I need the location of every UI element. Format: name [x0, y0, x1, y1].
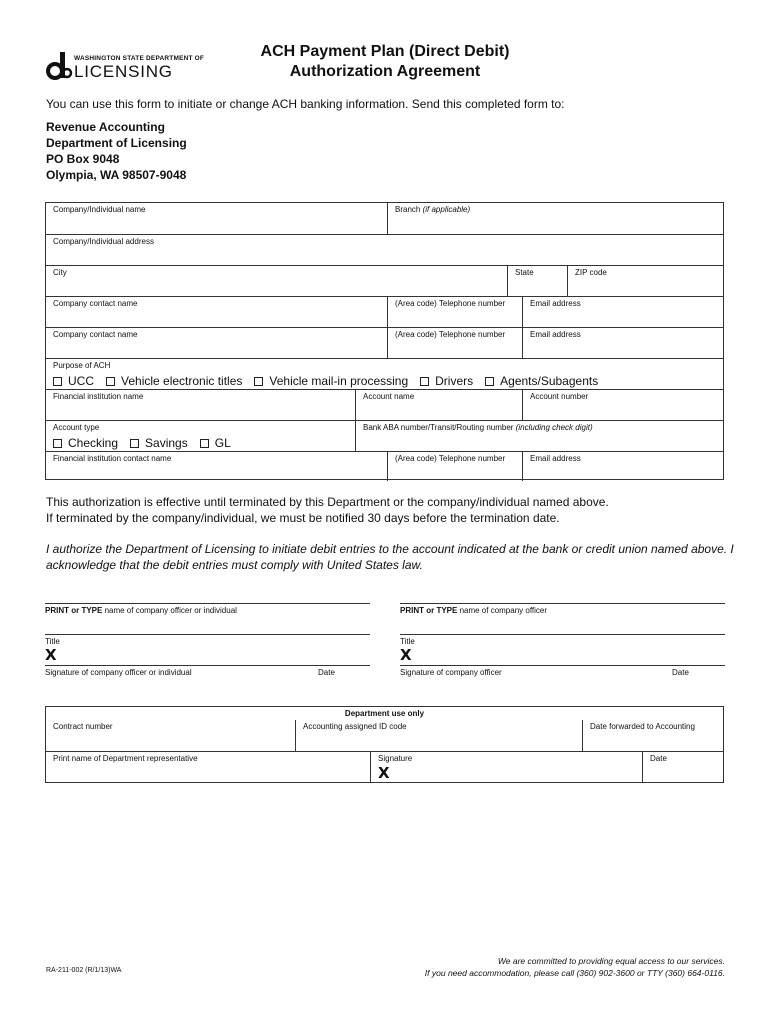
field-label: Signature [378, 754, 413, 763]
dept-rep-name-field[interactable] [46, 752, 370, 782]
telephone-field[interactable] [387, 452, 522, 481]
signature-line [45, 634, 370, 635]
contact-name-field[interactable] [46, 328, 387, 358]
address-line: PO Box 9048 [46, 152, 120, 166]
form-row [46, 234, 723, 265]
form-id: RA-211-002 (R/1/13)WA [46, 967, 122, 974]
field-label: Purpose of ACH [53, 361, 111, 370]
signature-right-label[interactable]: Signature of company officer [400, 668, 502, 677]
purpose-option-vehicle-mail-in[interactable] [254, 374, 408, 388]
field-label: City [53, 268, 67, 277]
field-label: Account type [53, 423, 100, 432]
signature-left-label[interactable]: Signature of company officer or individual [45, 668, 192, 677]
print-bold: PRINT or TYPE [400, 606, 458, 615]
checkbox[interactable] [200, 439, 209, 448]
field-label: (Area code) Telephone number [395, 330, 506, 339]
print-rest: name of company officer [457, 606, 548, 615]
option-label: Drivers [435, 374, 474, 388]
field-label: Email address [530, 330, 581, 339]
dept-signature-field[interactable] [370, 752, 642, 782]
department-use-heading: Department use only [344, 709, 425, 718]
fi-contact-field[interactable] [46, 452, 387, 481]
aba-note: (including check digit) [515, 423, 593, 432]
branch-note: (if applicable) [422, 205, 471, 214]
purpose-options [53, 374, 610, 388]
account-number-field[interactable] [522, 390, 725, 420]
x-mark: X [45, 646, 57, 664]
form-row [46, 265, 723, 296]
checkbox[interactable] [254, 377, 263, 386]
dept-date-field[interactable] [642, 752, 725, 782]
option-label: Vehicle electronic titles [121, 374, 243, 388]
telephone-field[interactable] [387, 328, 522, 358]
address-line: Department of Licensing [46, 136, 187, 150]
aba-label: Bank ABA number/Transit/Routing number [363, 423, 514, 432]
address-line: Revenue Accounting [46, 120, 165, 134]
field-label: Date [650, 754, 667, 763]
date-forwarded-field[interactable] [582, 720, 725, 751]
financial-institution-field[interactable] [46, 390, 355, 420]
option-label: UCC [68, 374, 94, 388]
account-type-options [53, 436, 243, 450]
dept-row [46, 751, 723, 782]
field-label: Print name of Department representative [53, 754, 198, 763]
branch-field[interactable] [387, 203, 725, 234]
telephone-field[interactable] [387, 297, 522, 327]
state-field[interactable] [507, 266, 567, 296]
field-label [395, 205, 470, 214]
purpose-option-agents[interactable] [485, 374, 598, 388]
option-label: GL [214, 436, 231, 450]
routing-number-field[interactable] [355, 421, 725, 451]
checkbox[interactable] [53, 439, 62, 448]
agency-logo [46, 50, 205, 82]
field-label: (Area code) Telephone number [395, 454, 506, 463]
checkbox[interactable] [106, 377, 115, 386]
title-left-label[interactable]: Title [45, 637, 60, 646]
date-left-label[interactable]: Date [318, 668, 335, 677]
field-label: Account number [530, 392, 589, 401]
ach-form-grid [45, 202, 724, 480]
field-label: Date forwarded to Accounting [590, 722, 695, 731]
company-name-field[interactable] [46, 203, 387, 234]
termination-notice [46, 494, 726, 526]
dol-logo-icon [46, 50, 74, 80]
form-row [46, 420, 723, 451]
field-label: (Area code) Telephone number [395, 299, 506, 308]
mailing-address [46, 119, 187, 183]
form-row [46, 358, 723, 389]
field-label: ZIP code [575, 268, 607, 277]
field-label: Email address [530, 299, 581, 308]
print-bold: PRINT or TYPE [45, 606, 103, 615]
department-use-box [45, 706, 724, 783]
field-label: Email address [530, 454, 581, 463]
form-row [46, 296, 723, 327]
contract-number-field[interactable] [46, 720, 295, 751]
field-label: Company contact name [53, 299, 138, 308]
account-type-field [46, 421, 355, 451]
address-line: Olympia, WA 98507-9048 [46, 168, 187, 182]
field-label: Financial institution name [53, 392, 144, 401]
form-row [46, 389, 723, 420]
print-name-left[interactable] [45, 606, 237, 615]
field-label: Accounting assigned ID code [303, 722, 407, 731]
checkbox[interactable] [485, 377, 494, 386]
accessibility-line: If you need accommodation, please call (360) 902-3600 or TTY (360) 664-0116. [424, 968, 725, 978]
purpose-option-drivers[interactable] [420, 374, 473, 388]
x-mark: X [400, 646, 412, 664]
email-field[interactable] [522, 297, 725, 327]
accessibility-note [425, 955, 725, 979]
form-title-line1: ACH Payment Plan (Direct Debit) [260, 43, 510, 60]
signature-line [45, 603, 370, 604]
purpose-option-vehicle-electronic-titles[interactable] [106, 374, 242, 388]
field-label: Contract number [53, 722, 113, 731]
dept-row [46, 720, 723, 751]
form-title-line2: Authorization Agreement [289, 63, 481, 80]
print-name-right[interactable] [400, 606, 547, 615]
date-right-label[interactable]: Date [672, 668, 689, 677]
zip-field[interactable] [567, 266, 725, 296]
signature-line [45, 665, 370, 666]
accessibility-line: We are committed to providing equal access to our services. [497, 956, 725, 966]
company-address-field[interactable] [46, 235, 725, 265]
agency-name: LICENSING [74, 62, 173, 81]
signature-line [400, 603, 725, 604]
branch-label: Branch [395, 205, 421, 214]
option-label: Savings [145, 436, 188, 450]
checkbox[interactable] [53, 377, 62, 386]
field-label: Company/Individual address [53, 237, 154, 246]
checkbox[interactable] [420, 377, 429, 386]
purpose-option-ucc[interactable] [53, 374, 94, 388]
option-label: Vehicle mail-in processing [269, 374, 409, 388]
intro-text: You can use this form to initiate or change ACH banking information. Send this completed form to: [46, 97, 565, 111]
form-row [46, 327, 723, 358]
authorization-statement: I authorize the Department of Licensing to initiate debit entries to the account indicated at the bank or credit union named above. I acknowledge that the debit entries must comply with United States law. [46, 542, 734, 572]
title-right-label[interactable]: Title [400, 637, 415, 646]
field-label: Account name [363, 392, 415, 401]
form-row [46, 203, 723, 234]
termination-line: This authorization is effective until terminated by this Department or the company/individual named above. [46, 495, 609, 509]
field-label: Financial institution contact name [53, 454, 172, 463]
x-mark: X [378, 764, 390, 782]
form-title [200, 42, 570, 82]
account-type-savings[interactable] [130, 436, 188, 450]
field-label: Company/Individual name [53, 205, 146, 214]
city-field[interactable] [46, 266, 507, 296]
option-label: Checking [68, 436, 119, 450]
termination-line: If terminated by the company/individual, we must be notified 30 days before the termination date. [46, 511, 560, 525]
account-name-field[interactable] [355, 390, 522, 420]
signature-line [400, 634, 725, 635]
checkbox[interactable] [130, 439, 139, 448]
signature-line [400, 665, 725, 666]
agency-small-text: WASHINGTON STATE DEPARTMENT OF [74, 55, 205, 62]
email-field[interactable] [522, 452, 725, 481]
account-type-checking[interactable] [53, 436, 118, 450]
form-row [46, 451, 723, 481]
accounting-id-field[interactable] [295, 720, 582, 751]
contact-name-field[interactable] [46, 297, 387, 327]
field-label: Company contact name [53, 330, 138, 339]
purpose-field [46, 359, 725, 389]
field-label: State [515, 268, 534, 277]
field-label [363, 423, 593, 432]
email-field[interactable] [522, 328, 725, 358]
print-rest: name of company officer or individual [102, 606, 237, 615]
option-label: Agents/Subagents [500, 374, 599, 388]
account-type-gl[interactable] [200, 436, 231, 450]
